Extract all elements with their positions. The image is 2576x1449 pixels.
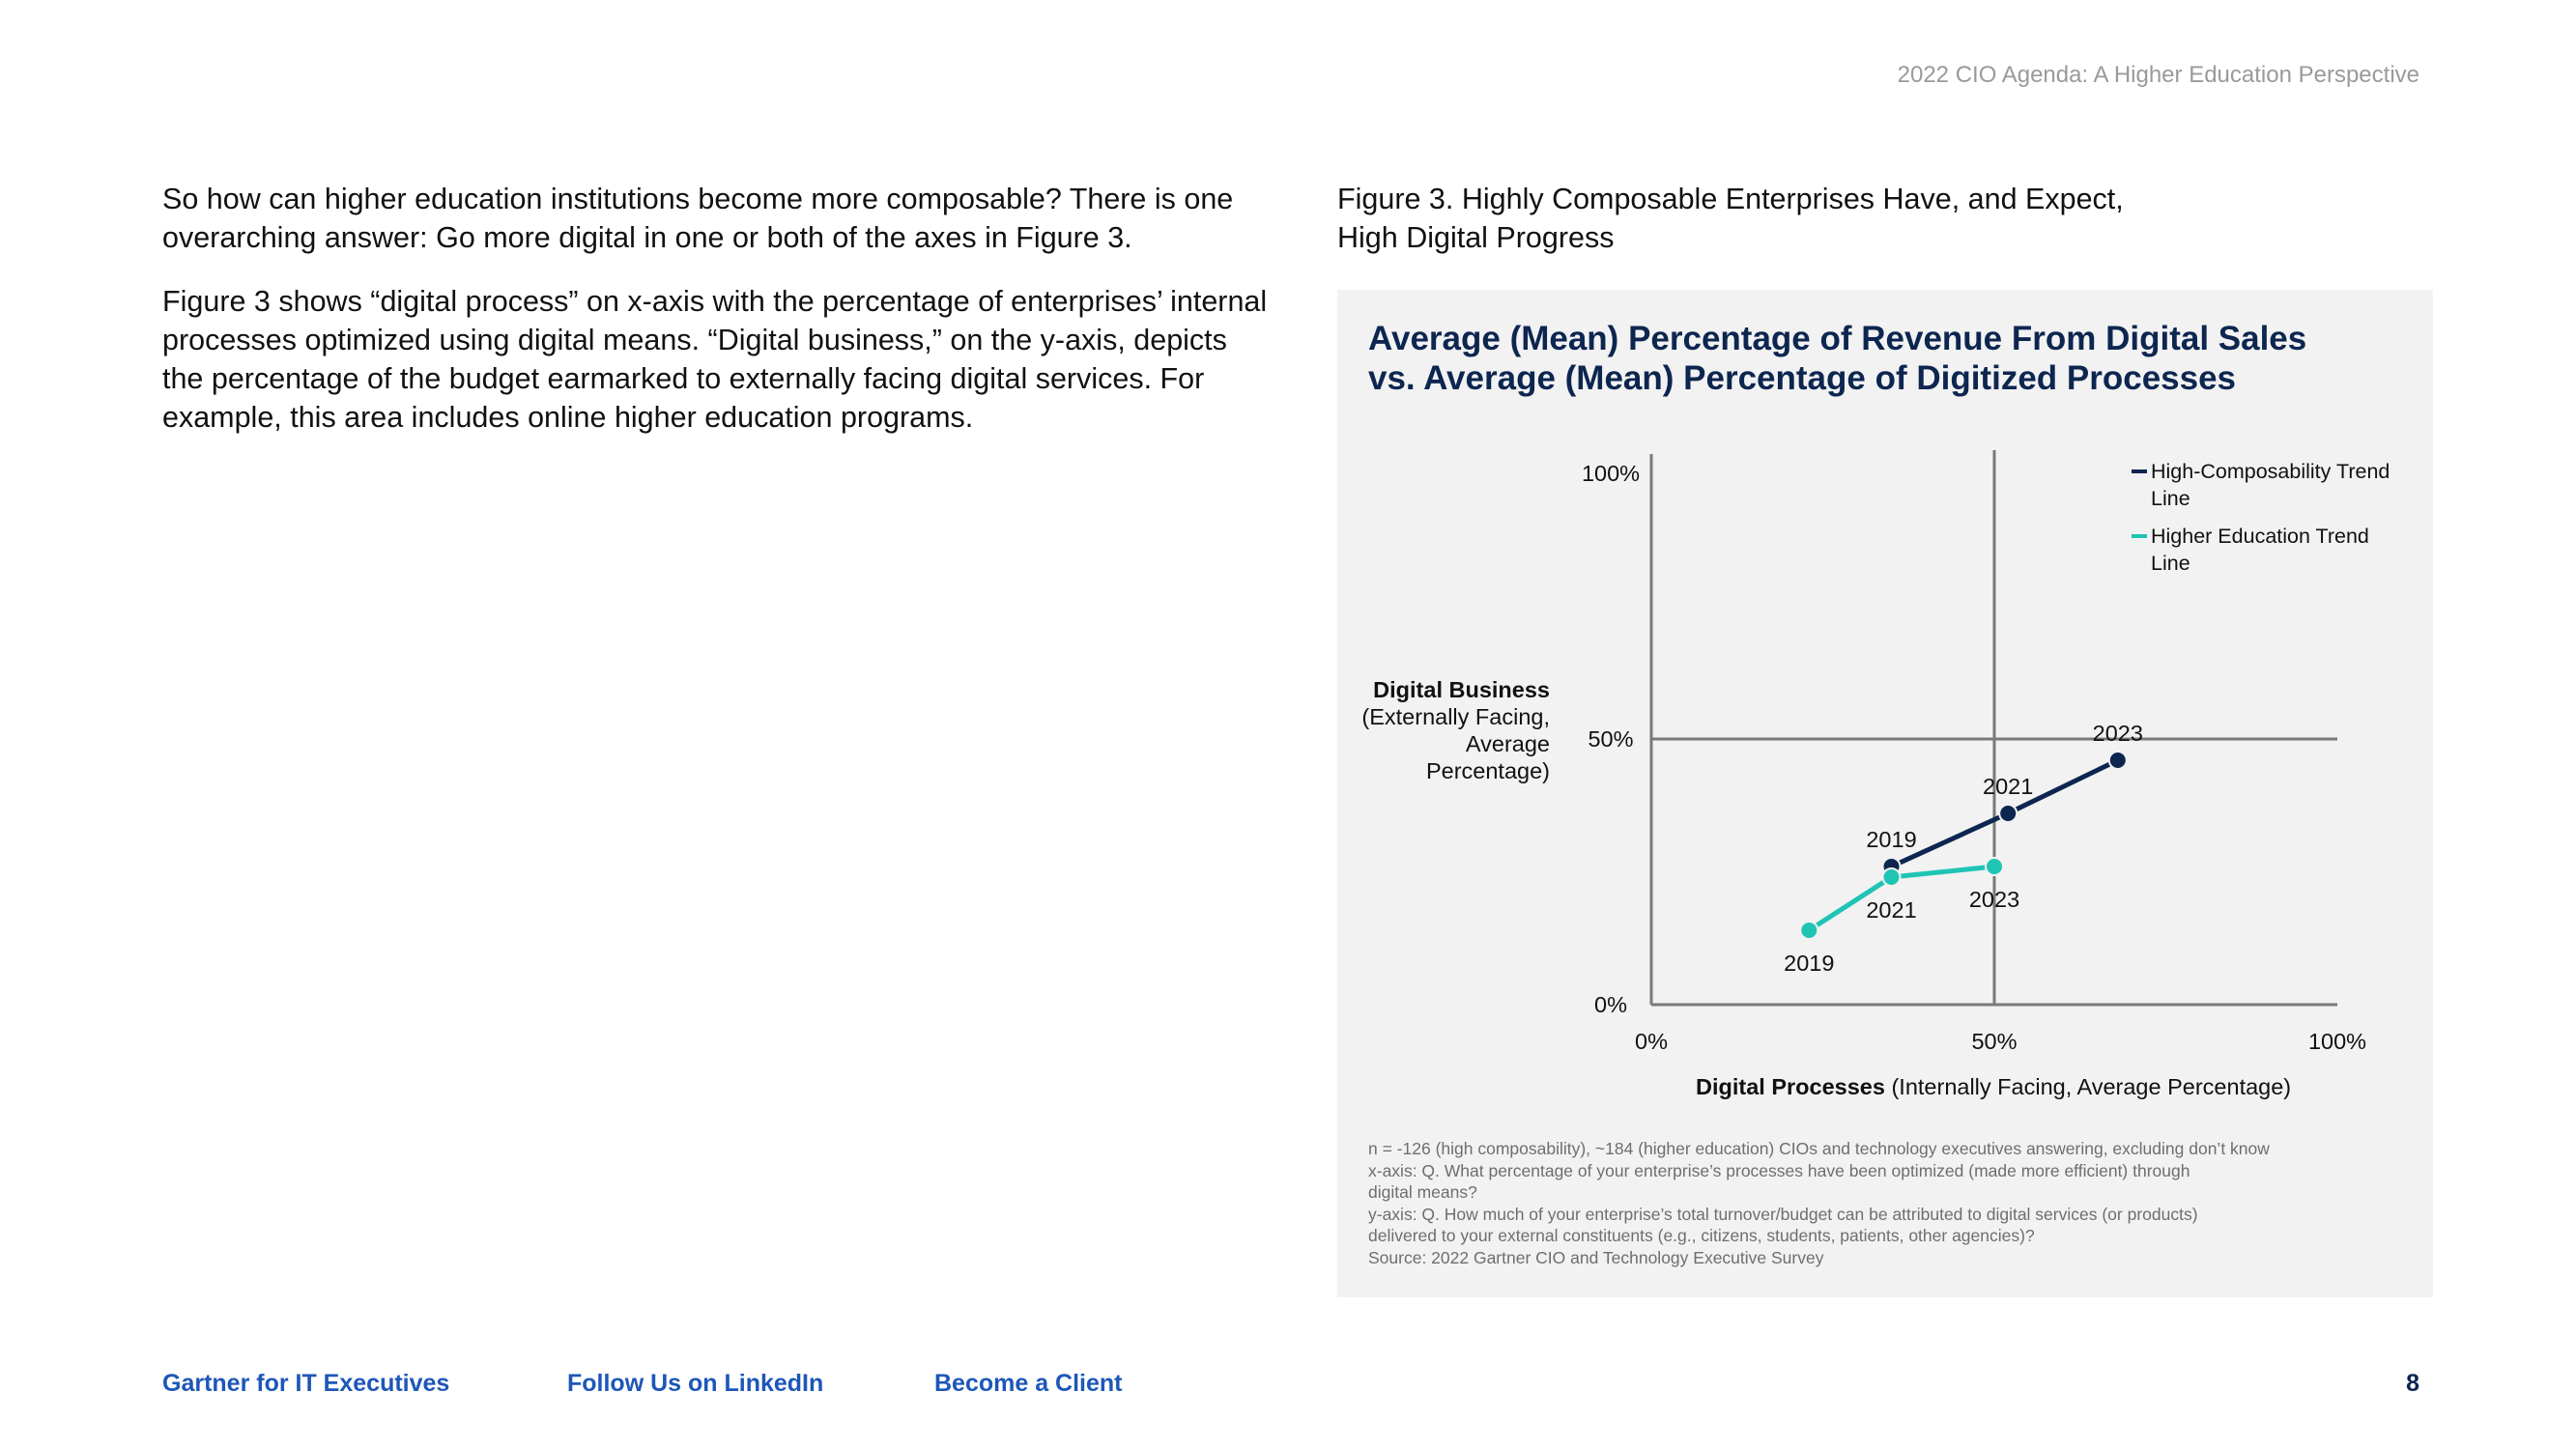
note-line: n = -126 (high composability), ~184 (higher education) CIOs and technology executives answering, excluding don’t know	[1368, 1139, 2270, 1158]
note-line: digital means?	[1368, 1182, 1477, 1202]
y-tick-label: 0%	[1594, 992, 1627, 1017]
footer-link-gartner-it-executives[interactable]: Gartner for IT Executives	[162, 1370, 450, 1397]
running-header-title: 2022 CIO Agenda: A Higher Education Perspective	[1897, 62, 2419, 88]
legend-label: High-Composability Trend Line	[2151, 460, 2390, 510]
chart-notes	[1368, 1138, 2412, 1268]
data-point-label: 2021	[1983, 774, 2034, 799]
figure-caption-line: Figure 3. Highly Composable Enterprises Have, and Expect,	[1337, 183, 2124, 215]
chart-legend	[2128, 458, 2398, 587]
note-line: x-axis: Q. What percentage of your enterprise’s processes have been optimized (made more efficient) through	[1368, 1160, 2190, 1180]
y-tick-label: 100%	[1581, 461, 1641, 486]
x-axis-label	[1696, 1074, 2291, 1100]
chart-title-line: Average (Mean) Percentage of Revenue From Digital Sales	[1368, 320, 2307, 357]
figure-caption	[1337, 180, 2304, 257]
data-point	[1883, 868, 1901, 886]
x-tick-label: 0%	[1635, 1029, 1668, 1054]
note-line: y-axis: Q. How much of your enterprise’s total turnover/budget can be attributed to digital services (or products)	[1368, 1204, 2198, 1224]
chart-panel	[1337, 290, 2433, 1297]
footer-link-linkedin[interactable]: Follow Us on LinkedIn	[567, 1370, 824, 1397]
body-paragraph: Figure 3 shows “digital process” on x-axis with the percentage of enterprises’ internal processes optimized using digital means. “Digital business,” on the y-axis, depicts the percentage of the budget earmarked to externally facing digital services. For example, this area includes online higher education programs.	[162, 285, 1268, 434]
data-point-label: 2019	[1784, 951, 1835, 976]
chart-title-line: vs. Average (Mean) Percentage of Digitized Processes	[1368, 359, 2237, 397]
data-point-label: 2019	[1866, 827, 1917, 852]
body-paragraph: So how can higher education institutions become more composable? There is one overarching answer: Go more digital in one or both of the axes in Figure 3.	[162, 183, 1234, 254]
figure-caption-line: High Digital Progress	[1337, 221, 1615, 254]
x-axis-label-rest: (Internally Facing, Average Percentage)	[1884, 1074, 2292, 1099]
legend-item-higher-education	[2128, 523, 2398, 577]
data-point-label: 2021	[1866, 897, 1917, 923]
data-point-label: 2023	[2092, 721, 2143, 746]
legend-item-high-composability	[2128, 458, 2398, 512]
data-point	[1800, 922, 1818, 939]
data-point	[1986, 858, 2003, 875]
x-tick-label: 100%	[2307, 1029, 2367, 1054]
legend-swatch	[2132, 534, 2147, 538]
y-tick-label: 50%	[1588, 726, 1634, 752]
data-point	[1999, 805, 2017, 822]
data-point	[2109, 752, 2127, 769]
y-axis-label-bold: Digital Business	[1373, 677, 1550, 702]
legend-label: Higher Education Trend Line	[2151, 525, 2369, 575]
page-number: 8	[2406, 1370, 2419, 1397]
legend-swatch	[2132, 469, 2147, 473]
footer-link-become-client[interactable]: Become a Client	[934, 1370, 1123, 1397]
y-axis-label	[1337, 676, 1550, 784]
note-line: delivered to your external constituents (e.g., citizens, students, patients, other agencies)?	[1368, 1226, 2035, 1245]
y-axis-label-rest: (Externally Facing, Average Percentage)	[1361, 704, 1550, 783]
data-point-label: 2023	[1968, 887, 2020, 912]
body-text	[162, 180, 1274, 462]
x-axis-label-bold: Digital Processes	[1696, 1074, 1885, 1099]
x-tick-label: 50%	[1971, 1029, 2018, 1054]
note-line: Source: 2022 Gartner CIO and Technology Executive Survey	[1368, 1247, 1824, 1267]
